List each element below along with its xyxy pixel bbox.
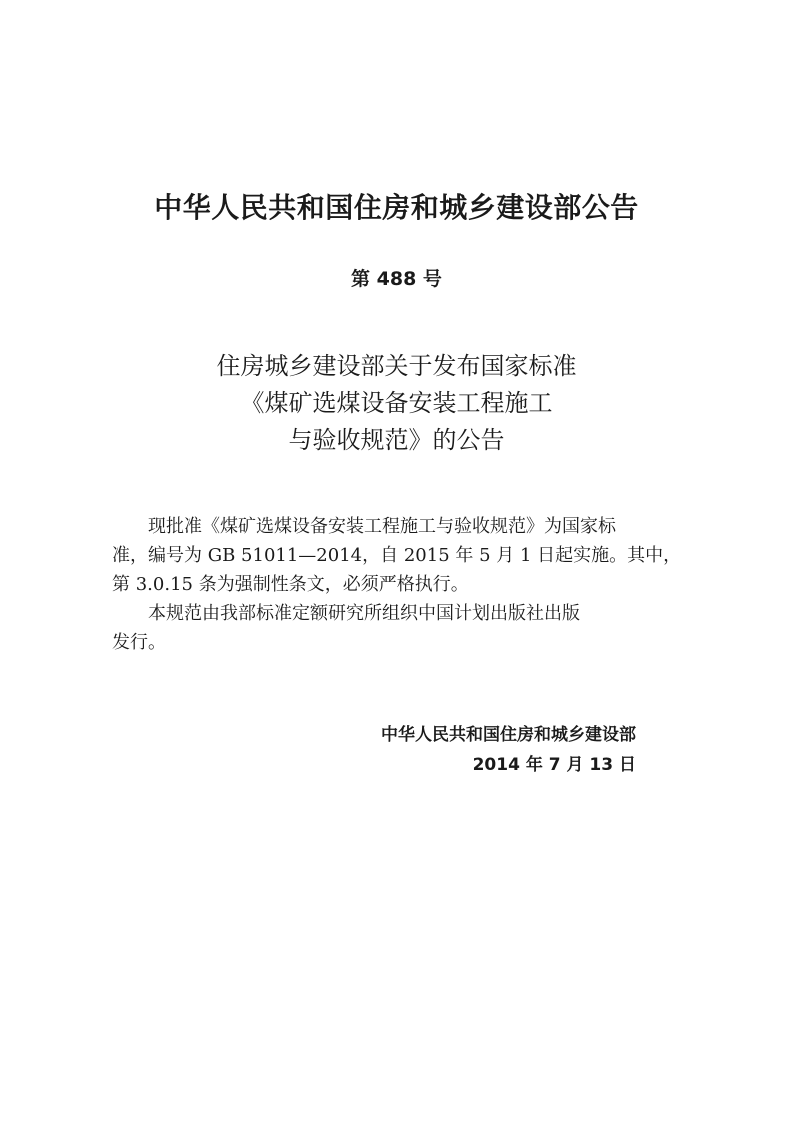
paragraph-1-line-1: 现批准《煤矿选煤设备安装工程施工与验收规范》为国家标 — [148, 516, 616, 537]
subject-line-2: 《煤矿选煤设备安装工程施工 — [240, 389, 553, 417]
notice-subject — [0, 348, 793, 459]
notice-number: 第 488 号 — [351, 268, 442, 290]
paragraph-2-line-2: 发行。 — [112, 632, 166, 653]
issuer-name: 中华人民共和国住房和城乡建设部 — [381, 725, 636, 745]
paragraph-2-line-1: 本规范由我部标准定额研究所组织中国计划出版社出版 — [148, 603, 580, 624]
body-paragraph-1 — [112, 512, 682, 599]
subject-line-1: 住房城乡建设部关于发布国家标准 — [216, 352, 577, 380]
paragraph-1-line-3: 第 3.0.15 条为强制性条文，必须严格执行。 — [112, 574, 469, 595]
agency-title: 中华人民共和国住房和城乡建设部公告 — [154, 191, 639, 224]
notice-body — [112, 512, 682, 657]
subject-line-3: 与验收规范》的公告 — [288, 426, 505, 454]
signature-block — [300, 720, 636, 780]
paragraph-1-line-2: 准，编号为 GB 51011—2014，自 2015 年 5 月 1 日起实施。其中， — [112, 545, 682, 566]
body-paragraph-2 — [112, 599, 682, 657]
issue-date: 2014 年 7 月 13 日 — [472, 755, 636, 775]
